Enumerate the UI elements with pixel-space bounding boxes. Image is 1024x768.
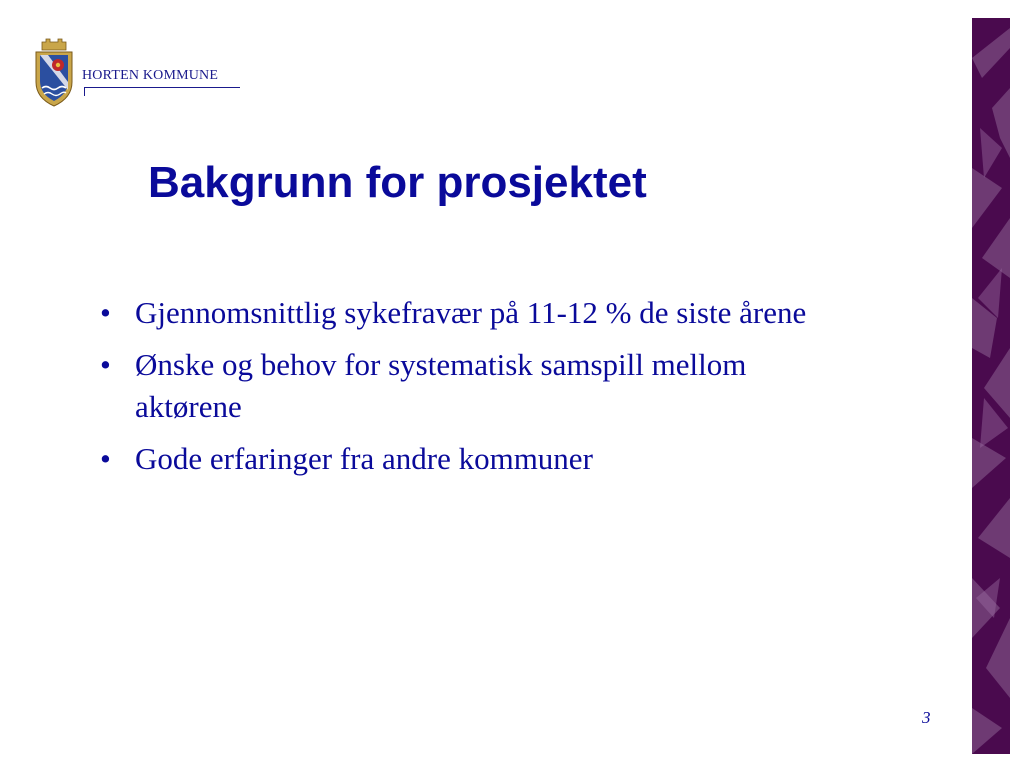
page-number: 3	[922, 708, 931, 727]
bullet-icon: •	[100, 295, 111, 330]
organization-tick	[84, 87, 85, 96]
bullet-item	[100, 344, 860, 428]
bullet-item	[100, 438, 860, 480]
bullet-text: Gode erfaringer fra andre kommuner	[135, 441, 593, 476]
bullet-text: Gjennomsnittlig sykefravær på 11-12 % de siste årene	[135, 295, 807, 330]
bullet-icon: •	[100, 441, 111, 476]
bullet-list	[100, 292, 860, 490]
bullet-item	[100, 292, 860, 334]
logo	[32, 38, 252, 110]
organization-underline	[84, 87, 240, 88]
coat-of-arms-icon	[32, 38, 76, 108]
bullet-icon: •	[100, 347, 111, 382]
bullet-text: Ønske og behov for systematisk samspill mellom aktørene	[135, 347, 747, 424]
decorative-side-band	[972, 18, 1010, 754]
organization-name: HORTEN KOMMUNE	[82, 68, 219, 83]
slide-title: Bakgrunn for prosjektet	[148, 158, 647, 207]
